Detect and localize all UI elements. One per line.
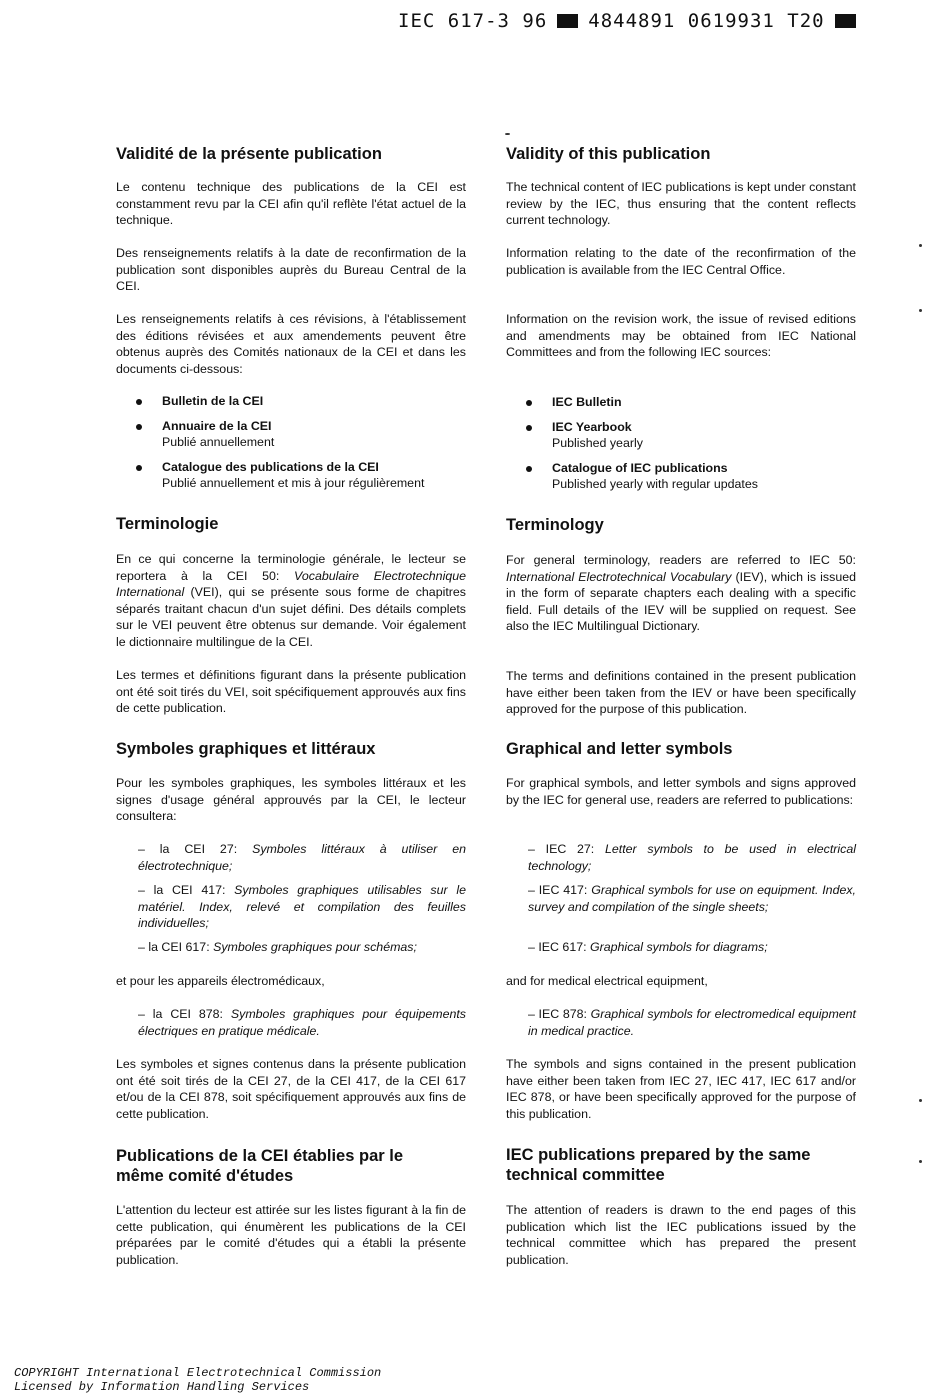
list-item: Catalogue of IEC publications Published yearly with regular updates xyxy=(526,460,856,493)
en-symbols-p3: The symbols and signs contained in the present publication have either been taken from IEC 27, IEC 417, IEC 617 and/or IEC 878, or have been specifically approved for the purpose of this publication. xyxy=(506,1057,856,1121)
fr-symbols-title: Symboles graphiques et littéraux xyxy=(116,740,376,758)
en-sources-list xyxy=(526,394,856,493)
fr-symbols-p2: et pour les appareils électromédicaux, xyxy=(116,974,325,988)
en-validity-p1: The technical content of IEC publications is kept under constant review by the IEC, thus ensuring that the content reflects current technology. xyxy=(506,180,856,227)
fr-terminology-title: Terminologie xyxy=(116,515,219,533)
barcode-block-icon xyxy=(835,14,856,28)
fr-terminology-p1: En ce qui concerne la terminologie générale, le lecteur se reportera à la CEI 50: Vocabulaire Electrotechnique International (VEI), qui se présente sous forme de chapitres séparés traitant chacun d'un sujet défini. Des détails complets sur le VEI peuvent être obtenus sur demande. Voir également le dictionnaire multilingue de la CEI. xyxy=(116,552,466,649)
en-validity-p2: Information relating to the date of the reconfirmation of the publication is available from the IEC Central Office. xyxy=(506,246,856,277)
fr-sources-list xyxy=(136,393,466,492)
fr-symbols-item-1: – la CEI 27: Symboles littéraux à utiliser en électrotechnique; xyxy=(138,842,466,873)
fr-publications-title: Publications de la CEI établies par le même comité d'études xyxy=(116,1147,404,1185)
list-item: IEC Yearbook Published yearly xyxy=(526,419,856,452)
scan-speck xyxy=(919,1160,922,1163)
fr-validity-title: Validité de la présente publication xyxy=(116,145,382,163)
fr-symbols-p1: Pour les symboles graphiques, les symboles littéraux et les signes d'usage général approuvés par la CEI, le lecteur consultera: xyxy=(116,776,466,823)
list-item: Bulletin de la CEI xyxy=(136,393,466,410)
en-symbols-item-2: – IEC 417: Graphical symbols for use on equipment. Index, survey and compilation of the single sheets; xyxy=(528,883,856,914)
copyright-line: COPYRIGHT International Electrotechnical Commission xyxy=(14,1366,382,1380)
document-code-part2: 4844891 0619931 T20 xyxy=(588,10,825,32)
en-terminology-title: Terminology xyxy=(506,516,604,534)
fr-validity-p1: Le contenu technique des publications de la CEI est constamment revu par la CEI afin qu'il reflète l'état actuel de la technique. xyxy=(116,180,466,227)
fr-symbols-item-2: – la CEI 417: Symboles graphiques utilisables sur le matériel. Index, relevé et compilation des feuilles individuelles; xyxy=(138,883,467,930)
bullet-icon xyxy=(526,425,532,431)
fr-terminology-p2: Les termes et définitions figurant dans la présente publication ont été soit tirés du VEI, soit spécifiquement approuvés aux fins de cette publication. xyxy=(116,668,466,715)
fr-publications-p1: L'attention du lecteur est attirée sur les listes figurant à la fin de cette publication, qui énumèrent les publications de la CEI préparées par le comité d'études qui a établi la présente publication. xyxy=(116,1203,466,1267)
bullet-icon xyxy=(136,399,142,405)
en-publications-p1: The attention of readers is drawn to the end pages of this publication which list the IEC publications issued by the technical committee which has prepared the present publication. xyxy=(506,1203,856,1267)
fr-validity-p2: Des renseignements relatifs à la date de reconfirmation de la publication sont disponibles auprès du Bureau Central de la CEI. xyxy=(116,246,466,293)
bullet-icon xyxy=(526,400,532,406)
license-line: Licensed by Information Handling Services xyxy=(14,1380,310,1394)
scan-speck xyxy=(505,133,510,135)
fr-symbols-item-3: – la CEI 617: Symboles graphiques pour schémas; xyxy=(138,940,417,954)
fr-validity-section xyxy=(116,144,466,164)
copyright-footer xyxy=(14,1366,381,1394)
en-symbols-p2: and for medical electrical equipment, xyxy=(506,974,708,988)
list-item: Catalogue des publications de la CEI Publié annuellement et mis à jour régulièrement xyxy=(136,459,466,492)
document-code-header xyxy=(398,8,868,34)
list-item: IEC Bulletin xyxy=(526,394,856,411)
bullet-icon xyxy=(526,466,532,472)
document-code-part1: IEC 617-3 96 xyxy=(398,10,548,32)
fr-symbols-item-4: – la CEI 878: Symboles graphiques pour équipements électriques en pratique médicale. xyxy=(138,1007,467,1038)
en-symbols-item-4: – IEC 878: Graphical symbols for electromedical equipment in medical practice. xyxy=(528,1007,856,1038)
bullet-icon xyxy=(136,465,142,471)
en-symbols-p1: For graphical symbols, and letter symbols and signs approved by the IEC for general use, readers are referred to publications: xyxy=(506,776,856,807)
scan-speck xyxy=(919,244,922,247)
en-validity-title: Validity of this publication xyxy=(506,145,711,163)
en-symbols-title: Graphical and letter symbols xyxy=(506,740,733,758)
en-terminology-p1: For general terminology, readers are referred to IEC 50: International Electrotechnical Vocabulary (IEV), which is issued in the form of separate chapters each dealing with a specific field. Full details of the IEV will be supplied on request. See also the IEC Multilingual Dictionary. xyxy=(506,553,856,633)
bullet-icon xyxy=(136,424,142,430)
fr-symbols-p3: Les symboles et signes contenus dans la présente publication ont été soit tirés de la CEI 27, de la CEI 417, de la CEI 617 et/ou de la CEI 878, soit spécifiquement approuvés aux fins de cette publication. xyxy=(116,1057,466,1121)
en-terminology-p2: The terms and definitions contained in the present publication have either been taken from the IEV or have been specifically approved for the purpose of this publication. xyxy=(506,669,856,716)
scan-speck xyxy=(919,1099,922,1102)
scan-speck xyxy=(919,309,922,312)
list-item: Annuaire de la CEI Publié annuellement xyxy=(136,418,466,451)
en-symbols-item-1: – IEC 27: Letter symbols to be used in electrical technology; xyxy=(528,842,856,873)
en-symbols-item-3: – IEC 617: Graphical symbols for diagrams; xyxy=(528,940,768,954)
en-publications-title: IEC publications prepared by the same technical committee xyxy=(506,1146,811,1184)
en-validity-p3: Information on the revision work, the issue of revised editions and amendments may be obtained from IEC National Committees and from the following IEC sources: xyxy=(506,312,856,359)
fr-validity-p3: Les renseignements relatifs à ces révisions, à l'établissement des éditions révisées et aux amendements peuvent être obtenus auprès des Comités nationaux de la CEI et dans les documents ci-dessous: xyxy=(116,312,466,376)
barcode-block-icon xyxy=(557,14,578,28)
